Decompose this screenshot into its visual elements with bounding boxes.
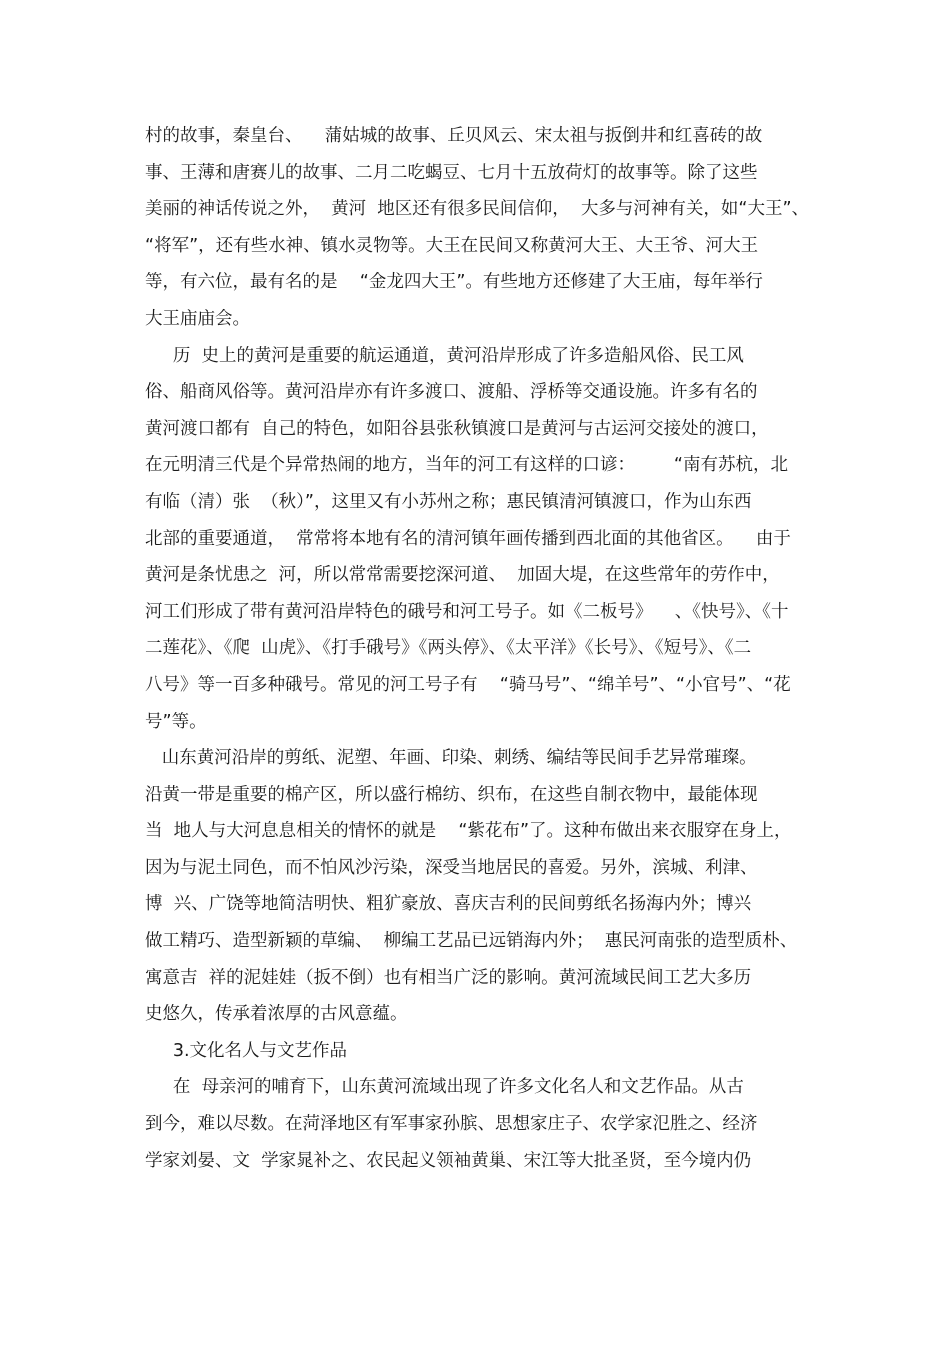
text-line: 黄河是条忧患之 河，所以常常需要挖深河道、 加固大堤，在这些常年的劳作中， <box>145 565 780 586</box>
text-line: 因为与泥土同色，而不怕风沙污染，深受当地居民的喜爱。另外，滨城、利津、 <box>145 857 758 878</box>
text-line: 史悠久，传承着浓厚的古风意蕴。 <box>145 1004 408 1025</box>
text-line: 八号》等一百多种硪号。常见的河工号子有 “骑马号”、“绵羊号”、“小官号”、“花 <box>145 674 791 695</box>
text-line: 村的故事，秦皇台、 蒲姑城的故事、丘贝风云、宋太祖与扳倒井和红喜砖的故 <box>145 126 763 146</box>
text-line: 到今，难以尽数。在菏泽地区有军事家孙膑、思想家庄子、农学家氾胜之、经济 <box>145 1114 758 1135</box>
text-line: 河工们形成了带有黄河沿岸特色的硪号和河工号子。如《二板号》 、《快号》、《十 <box>145 601 789 622</box>
text-line: 做工精巧、造型新颖的草编、 柳编工艺品已远销海内外； 惠民河南张的造型质朴、 <box>145 931 798 952</box>
text-line: 黄河渡口都有 自己的特色，如阳谷县张秋镇渡口是黄河与古运河交接处的渡口， <box>145 418 769 439</box>
text-line: 博 兴、广饶等地简洁明快、粗犷豪放、喜庆吉利的民间剪纸名扬海内外；博兴 <box>145 894 752 915</box>
text-line: “将军”，还有些水神、镇水灵物等。大王在民间又称黄河大王、大王爷、河大王 <box>145 235 759 256</box>
text-line: 北部的重要通道， 常常将本地有名的清河镇年画传播到西北面的其他省区。 由于 <box>145 528 791 549</box>
text-line: 在 母亲河的哺育下，山东黄河流域出现了许多文化名人和文艺作品。从古 <box>145 1077 744 1098</box>
section-heading: 3.文化名人与文艺作品 <box>145 1040 348 1061</box>
text-line: 在元明清三代是个异常热闹的地方，当年的河工有这样的口谚： “南有苏杭，北 <box>145 455 789 476</box>
text-line: 美丽的神话传说之外， 黄河 地区还有很多民间信仰， 大多与河神有关，如“大王”、 <box>145 199 810 220</box>
text-line: 等，有六位，最有名的是 “金龙四大王”。有些地方还修建了大王庙，每年举行 <box>145 272 763 293</box>
text-line: 大王庙庙会。 <box>145 308 250 329</box>
text-line: 山东黄河沿岸的剪纸、泥塑、年画、印染、刺绣、编结等民间手艺异常璀璨。 <box>145 748 757 769</box>
text-line: 号”等。 <box>145 711 207 732</box>
text-line: 俗、船商风俗等。黄河沿岸亦有许多渡口、渡船、浮桥等交通设施。许多有名的 <box>145 382 758 403</box>
text-line: 学家刘晏、文 学家晁补之、农民起义领袖黄巢、宋江等大批圣贤，至今境内仍 <box>145 1150 752 1171</box>
text-line: 有临（清）张 （秋）”，这里又有小苏州之称；惠民镇清河镇渡口，作为山东西 <box>145 491 752 512</box>
text-line: 沿黄一带是重要的棉产区，所以盛行棉纺、织布，在这些自制衣物中，最能体现 <box>145 784 758 805</box>
text-line: 事、王薄和唐赛儿的故事、二月二吃蝎豆、七月十五放荷灯的故事等。除了这些 <box>145 162 758 183</box>
body-text <box>145 118 815 1179</box>
text-line: 当 地人与大河息息相关的情怀的就是 “紫花布”了。这种布做出来衣服穿在身上， <box>145 821 792 842</box>
text-line: 历 史上的黄河是重要的航运通道，黄河沿岸形成了许多造船风俗、民工风 <box>145 345 744 366</box>
text-line: 二莲花》、《爬 山虎》、《打手硪号》《两头停》、《太平洋》《长号》、《短号》、《二 <box>145 638 752 659</box>
text-line: 寓意吉 祥的泥娃娃（扳不倒）也有相当广泛的影响。黄河流域民间工艺大多历 <box>145 967 752 988</box>
